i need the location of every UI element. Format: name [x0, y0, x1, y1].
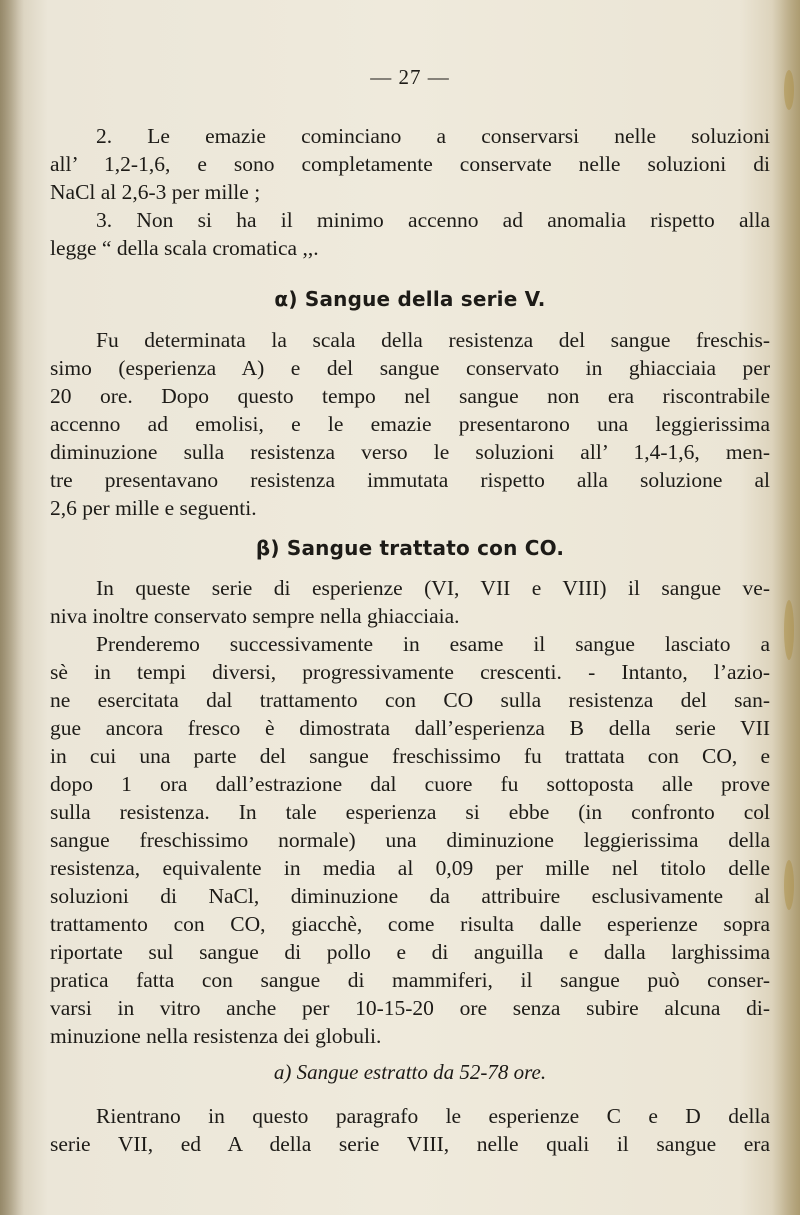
text-line: trattamento con CO, giacchè, come risulta dalle esperienze sopra: [50, 912, 770, 936]
text-line: ne esercitata dal trattamento con CO sulla resistenza del san-: [50, 688, 770, 712]
section-heading-beta: β) Sangue trattato con CO.: [255, 536, 565, 560]
text-line: 2,6 per mille e seguenti.: [50, 496, 257, 520]
text-line: diminuzione sulla resistenza verso le soluzioni all’ 1,4-1,6, men-: [50, 440, 770, 464]
text-line: Fu determinata la scala della resistenza del sangue freschis-: [96, 328, 770, 352]
text-line: accenno ad emolisi, e le emazie presentarono una leggierissima: [50, 412, 770, 436]
text-line: dopo 1 ora dall’estrazione dal cuore fu sottoposta alle prove: [50, 772, 770, 796]
text-line: minuzione nella resistenza dei globuli.: [50, 1024, 382, 1048]
list-item-2: [50, 122, 770, 206]
text-line: all’ 1,2-1,6, e sono completamente conservate nelle soluzioni di: [50, 152, 770, 176]
foxing-stain: [784, 860, 794, 910]
foxing-stain: [784, 600, 794, 660]
text-line: Prenderemo successivamente in esame il sangue lasciato a: [96, 632, 770, 656]
text-line: legge “ della scala cromatica ,,.: [50, 236, 319, 260]
text-line: soluzioni di NaCl, diminuzione da attribuire esclusivamente al: [50, 884, 770, 908]
text-line: gue ancora fresco è dimostrata dall’esperienza B della serie VII: [50, 716, 770, 740]
text-line: NaCl al 2,6-3 per mille ;: [50, 180, 261, 204]
text-line: tre presentavano resistenza immutata rispetto alla soluzione al: [50, 468, 770, 492]
list-item-3: [50, 206, 770, 262]
text-line: pratica fatta con sangue di mammiferi, il sangue può conser-: [50, 968, 770, 992]
text-line: serie VII, ed A della serie VIII, nelle quali il sangue era: [50, 1132, 770, 1156]
text-line: niva inoltre conservato sempre nella ghiacciaia.: [50, 604, 460, 628]
text-line: sangue freschissimo normale) una diminuzione leggierissima della: [50, 828, 770, 852]
text-line: varsi in vitro anche per 10-15-20 ore senza subire alcuna di-: [50, 996, 770, 1020]
foxing-stain: [784, 70, 794, 110]
text-line: 3. Non si ha il minimo accenno ad anomalia rispetto alla: [96, 208, 770, 232]
text-line: simo (esperienza A) e del sangue conservato in ghiacciaia per: [50, 356, 770, 380]
text-line: in cui una parte del sangue freschissimo fu trattata con CO, e: [50, 744, 770, 768]
page-number: — 27 —: [370, 65, 450, 89]
text-line: riportate sul sangue di pollo e di anguilla e dalla larghissima: [50, 940, 770, 964]
page-binding-shadow: [0, 0, 24, 1215]
text-line: Rientrano in questo paragrafo le esperienze C e D della: [96, 1104, 770, 1128]
section-heading-alpha: α) Sangue della serie V.: [274, 287, 546, 311]
text-line: In queste serie di esperienze (VI, VII e VIII) il sangue ve-: [96, 576, 770, 600]
section-heading-a: a) Sangue estratto da 52-78 ore.: [273, 1060, 547, 1084]
section-alpha-paragraph: [50, 326, 770, 522]
text-line: 2. Le emazie cominciano a conservarsi nelle soluzioni: [96, 124, 770, 148]
text-line: 20 ore. Dopo questo tempo nel sangue non era riscontrabile: [50, 384, 770, 408]
section-beta-paragraph-1: [50, 574, 770, 630]
section-beta-paragraph-2: [50, 630, 770, 1050]
text-line: sè in tempi diversi, progressivamente crescenti. - Intanto, l’azio-: [50, 660, 770, 684]
text-line: resistenza, equivalente in media al 0,09 per mille nel titolo delle: [50, 856, 770, 880]
section-a-paragraph: [50, 1102, 770, 1158]
text-line: sulla resistenza. In tale esperienza si ebbe (in confronto col: [50, 800, 770, 824]
